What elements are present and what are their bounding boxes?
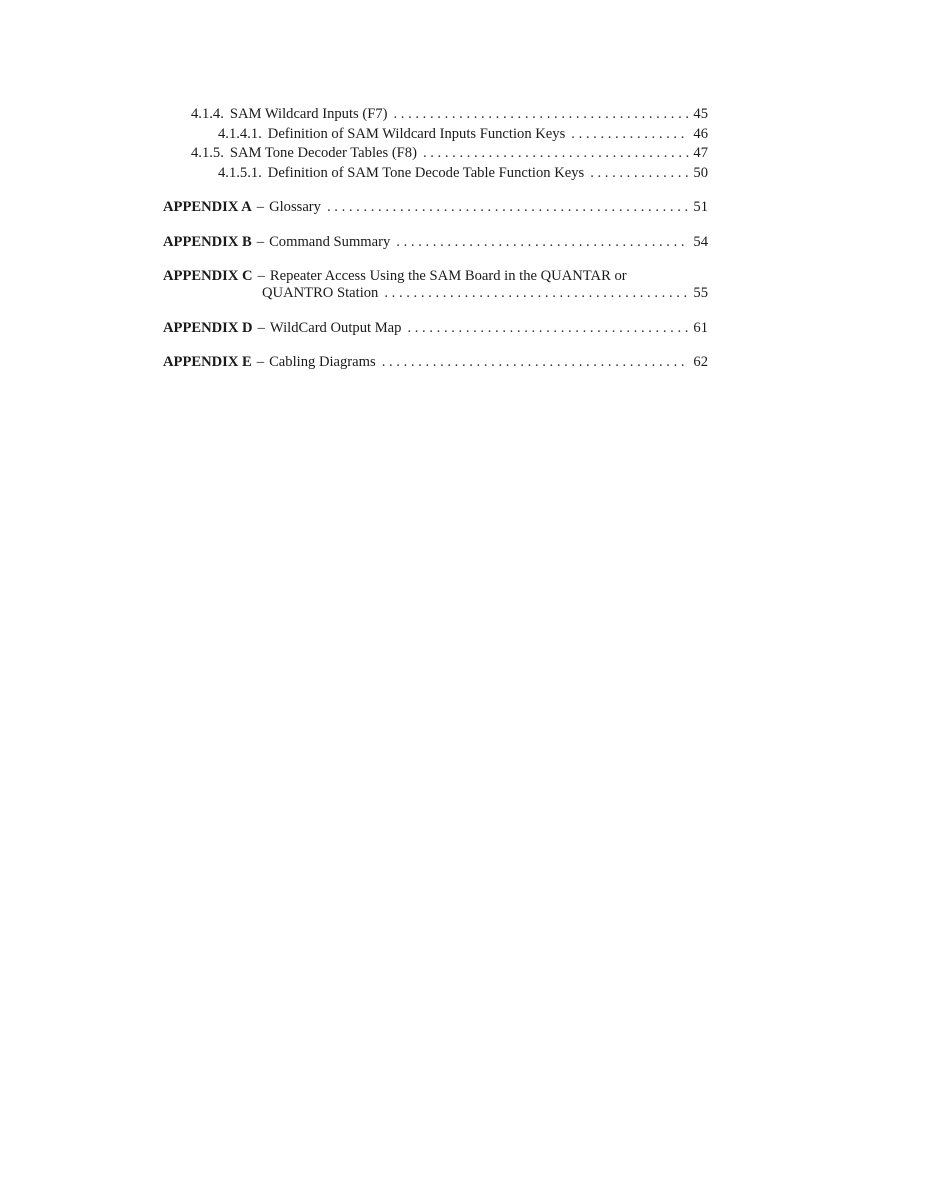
dot-leader xyxy=(384,284,689,303)
section-number: 4.1.5. xyxy=(191,145,224,161)
dash-separator: – xyxy=(257,268,265,284)
dot-leader xyxy=(571,125,689,144)
page-number: 61 xyxy=(693,319,708,336)
appendix-title: Glossary xyxy=(269,199,321,215)
dot-leader xyxy=(407,319,689,338)
table-of-contents xyxy=(163,105,708,373)
dash-separator: – xyxy=(257,319,265,336)
page-number: 46 xyxy=(693,125,708,142)
appendix-title: Cabling Diagrams xyxy=(269,354,376,370)
dot-leader xyxy=(327,198,689,217)
dash-separator: – xyxy=(256,354,265,370)
appendix-title-line-2: QUANTRO Station xyxy=(262,285,379,301)
appendix-label: APPENDIX D xyxy=(163,319,253,336)
toc-entry-appendix-b[interactable] xyxy=(163,233,708,253)
page-number: 62 xyxy=(693,354,708,370)
page-number: 51 xyxy=(693,199,708,215)
dash-separator: – xyxy=(256,233,265,250)
section-title: SAM Wildcard Inputs (F7) xyxy=(229,106,388,122)
dot-leader xyxy=(423,144,689,163)
appendix-label: APPENDIX C xyxy=(163,268,253,284)
dot-leader xyxy=(393,105,689,124)
toc-entry-appendix-e[interactable] xyxy=(163,353,708,373)
page-number: 45 xyxy=(693,106,708,122)
toc-entry-4-1-4[interactable] xyxy=(163,105,708,125)
page-number: 47 xyxy=(693,145,708,161)
section-title: Definition of SAM Wildcard Inputs Function Keys xyxy=(267,125,566,142)
toc-entry-appendix-d[interactable] xyxy=(163,319,708,339)
toc-entry-4-1-5-1[interactable] xyxy=(163,164,708,184)
page-number: 55 xyxy=(693,285,708,301)
toc-entry-4-1-5[interactable] xyxy=(163,144,708,164)
dash-separator: – xyxy=(256,199,265,215)
section-number: 4.1.5.1. xyxy=(218,164,262,181)
toc-entry-4-1-4-1[interactable] xyxy=(163,125,708,145)
appendix-label: APPENDIX B xyxy=(163,233,252,250)
section-title: Definition of SAM Tone Decode Table Function Keys xyxy=(267,164,585,181)
appendix-label: APPENDIX E xyxy=(163,354,252,370)
toc-entry-appendix-a[interactable] xyxy=(163,198,708,218)
appendix-label: APPENDIX A xyxy=(163,199,252,215)
section-title: SAM Tone Decoder Tables (F8) xyxy=(229,145,417,161)
section-number: 4.1.4. xyxy=(191,106,224,122)
dot-leader xyxy=(590,164,689,183)
page-number: 54 xyxy=(693,233,708,250)
toc-entry-appendix-c[interactable] xyxy=(163,267,708,304)
section-number: 4.1.4.1. xyxy=(218,125,262,142)
dot-leader xyxy=(396,233,689,252)
dot-leader xyxy=(382,353,689,372)
appendix-title: Command Summary xyxy=(269,233,391,250)
appendix-title-line-1: Repeater Access Using the SAM Board in the QUANTAR or xyxy=(269,268,627,284)
page-number: 50 xyxy=(693,164,708,181)
appendix-title: WildCard Output Map xyxy=(269,319,402,336)
